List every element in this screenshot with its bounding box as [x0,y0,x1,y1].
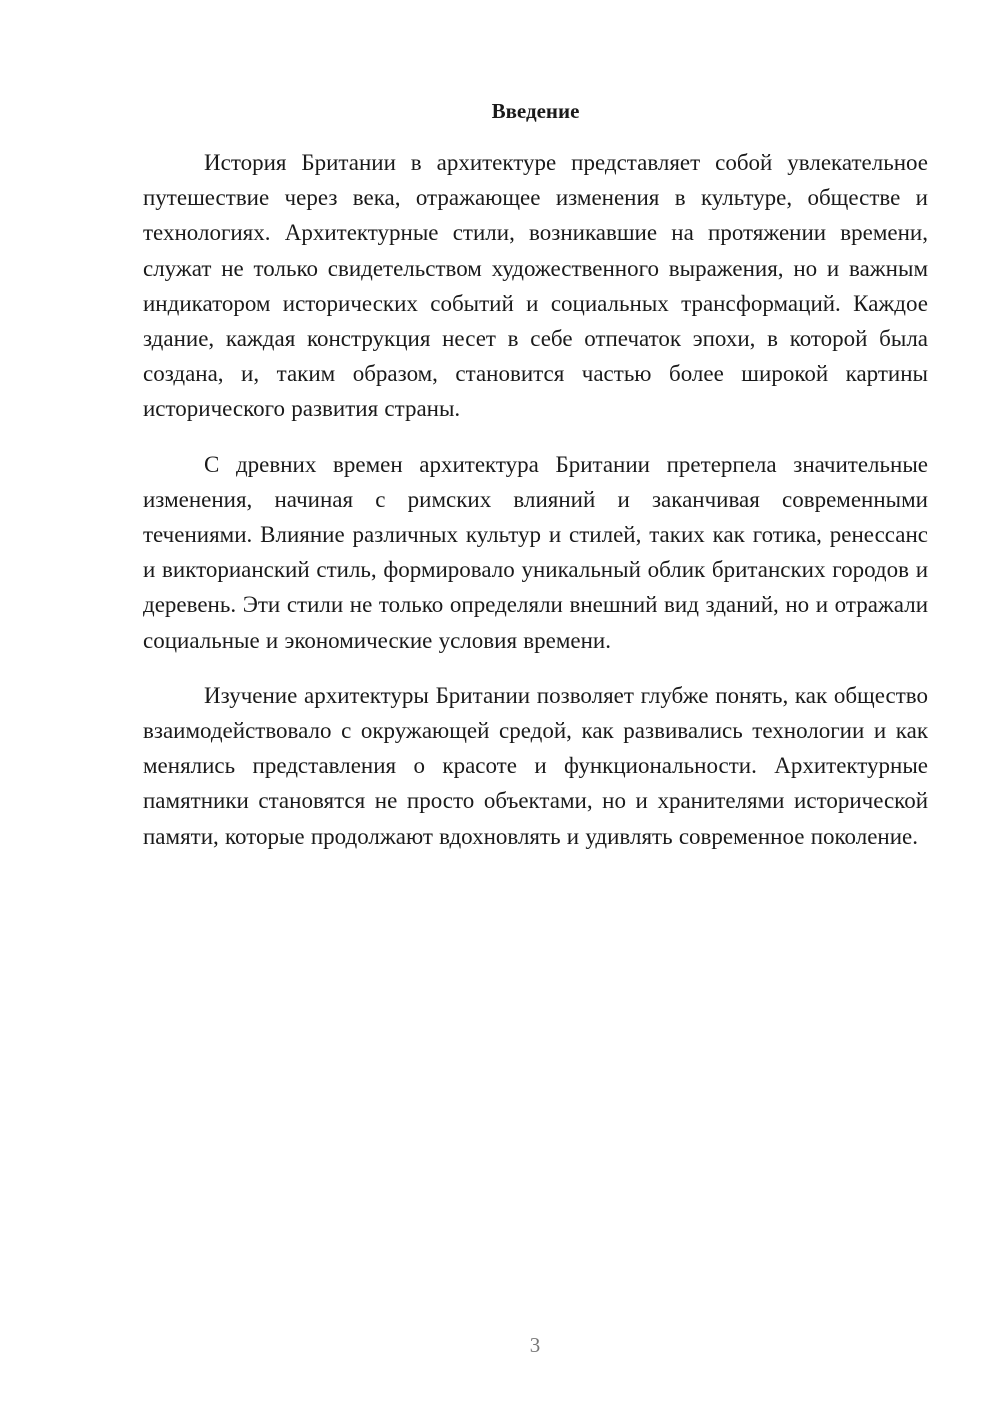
section-heading: Введение [491,99,580,123]
paragraph-3: Изучение архитектуры Британии позволяет глубже понять, как общество взаимодействовало с окружающей средой, как развивались технологии и как менялись представления о красоте и функциональности. Архитектурные памятники становятся не просто объектами, но и хранителями исторической памяти, которые продолжают вдохновлять и удивлять современное поколение. [143,682,928,849]
paragraph-1: История Британии в архитектуре представляет собой увлекательное путешествие через века, отражающее изменения в культуре, обществе и технологиях. Архитектурные стили, возникавшие на протяжении времени, служат не только свидетельством художественного выражения, но и важным индикатором исторических событий и социальных трансформаций. Каждое здание, каждая конструкция несет в себе отпечаток эпохи, в которой была создана, и, таким образом, становится частью более широкой картины исторического развития страны. [143,150,928,422]
page-content [143,97,928,874]
page-number: 3 [529,1333,541,1357]
paragraph-2: С древних времен архитектура Британии претерпела значительные изменения, начиная с римских влияний и заканчивая современными течениями. Влияние различных культур и стилей, таких как готика, ренессанс и викторианский стиль, формировало уникальный облик британских городов и деревень. Эти стили не только определяли внешний вид зданий, но и отражали социальные и экономические условия времени. [143,451,928,653]
